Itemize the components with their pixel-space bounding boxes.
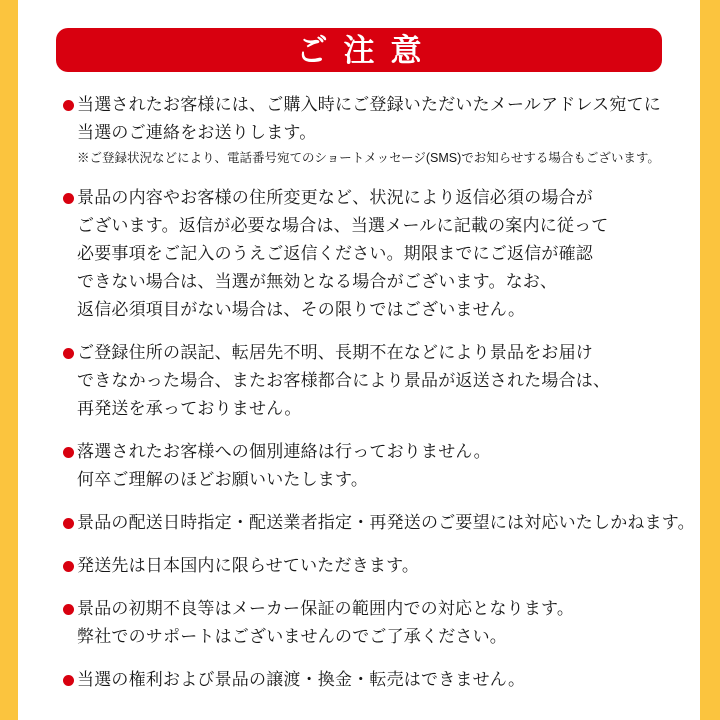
bullet-icon <box>63 447 74 458</box>
notice-item <box>63 184 700 324</box>
notice-footnote: ※ご登録状況などにより、電話番号宛てのショートメッセージ(SMS)でお知らせする場合もございます。 <box>77 151 660 165</box>
left-accent-bar <box>0 0 18 720</box>
notice-line: 弊社でのサポートはございませんのでご了承ください。 <box>77 627 507 646</box>
notice-line: 何卒ご理解のほどお願いいたします。 <box>77 470 369 489</box>
notice-line: 景品の初期不良等はメーカー保証の範囲内での対応となります。 <box>77 599 575 618</box>
notice-text <box>77 438 491 494</box>
notice-item <box>63 91 700 169</box>
page-title: ご注意 <box>296 32 438 68</box>
notice-line: 再発送を承っておりません。 <box>77 399 302 418</box>
notice-line: ご登録住所の誤記、転居先不明、長期不在などにより景品をお届け <box>77 343 593 362</box>
notice-item <box>63 438 700 494</box>
notice-text <box>77 91 661 169</box>
notice-line: 返信必須項目がない場合は、その限りではございません。 <box>77 300 526 319</box>
notice-item <box>63 509 700 537</box>
notice-line: 景品の配送日時指定・配送業者指定・再発送のご要望には対応いたしかねます。 <box>77 513 695 532</box>
notice-text <box>77 509 695 537</box>
bullet-icon <box>63 100 74 111</box>
notice-item <box>63 552 700 580</box>
bullet-icon <box>63 561 74 572</box>
notice-line: できなかった場合、またお客様都合により景品が返送された場合は、 <box>77 371 611 390</box>
notice-line: 当選の権利および景品の譲渡・換金・転売はできません。 <box>77 670 526 689</box>
notice-text <box>77 184 609 324</box>
notice-line: 必要事項をご記入のうえご返信ください。期限までにご返信が確認 <box>77 244 593 263</box>
notice-banner <box>56 28 662 72</box>
notice-line: 当選のご連絡をお送りします。 <box>77 123 317 142</box>
notice-text <box>77 552 419 580</box>
notice-content <box>18 0 700 720</box>
notice-line: 当選されたお客様には、ご購入時にご登録いただいたメールアドレス宛てに <box>77 95 661 114</box>
notice-line: 落選されたお客様への個別連絡は行っておりません。 <box>77 442 491 461</box>
notice-text <box>77 339 610 423</box>
bullet-icon <box>63 518 74 529</box>
bullet-icon <box>63 193 74 204</box>
right-accent-bar <box>700 0 720 720</box>
notice-line: 景品の内容やお客様の住所変更など、状況により返信必須の場合が <box>77 188 593 207</box>
notice-item <box>63 595 700 651</box>
notice-text <box>77 595 574 651</box>
notice-item <box>63 666 700 694</box>
notice-line: できない場合は、当選が無効となる場合がございます。なお、 <box>77 272 558 291</box>
notice-item <box>63 339 700 423</box>
notice-text <box>77 666 525 694</box>
notice-line: 発送先は日本国内に限らせていただきます。 <box>77 556 420 575</box>
notice-list <box>18 91 700 694</box>
bullet-icon <box>63 604 74 615</box>
bullet-icon <box>63 348 74 359</box>
notice-line: ございます。返信が必要な場合は、当選メールに記載の案内に従って <box>77 216 609 235</box>
bullet-icon <box>63 675 74 686</box>
